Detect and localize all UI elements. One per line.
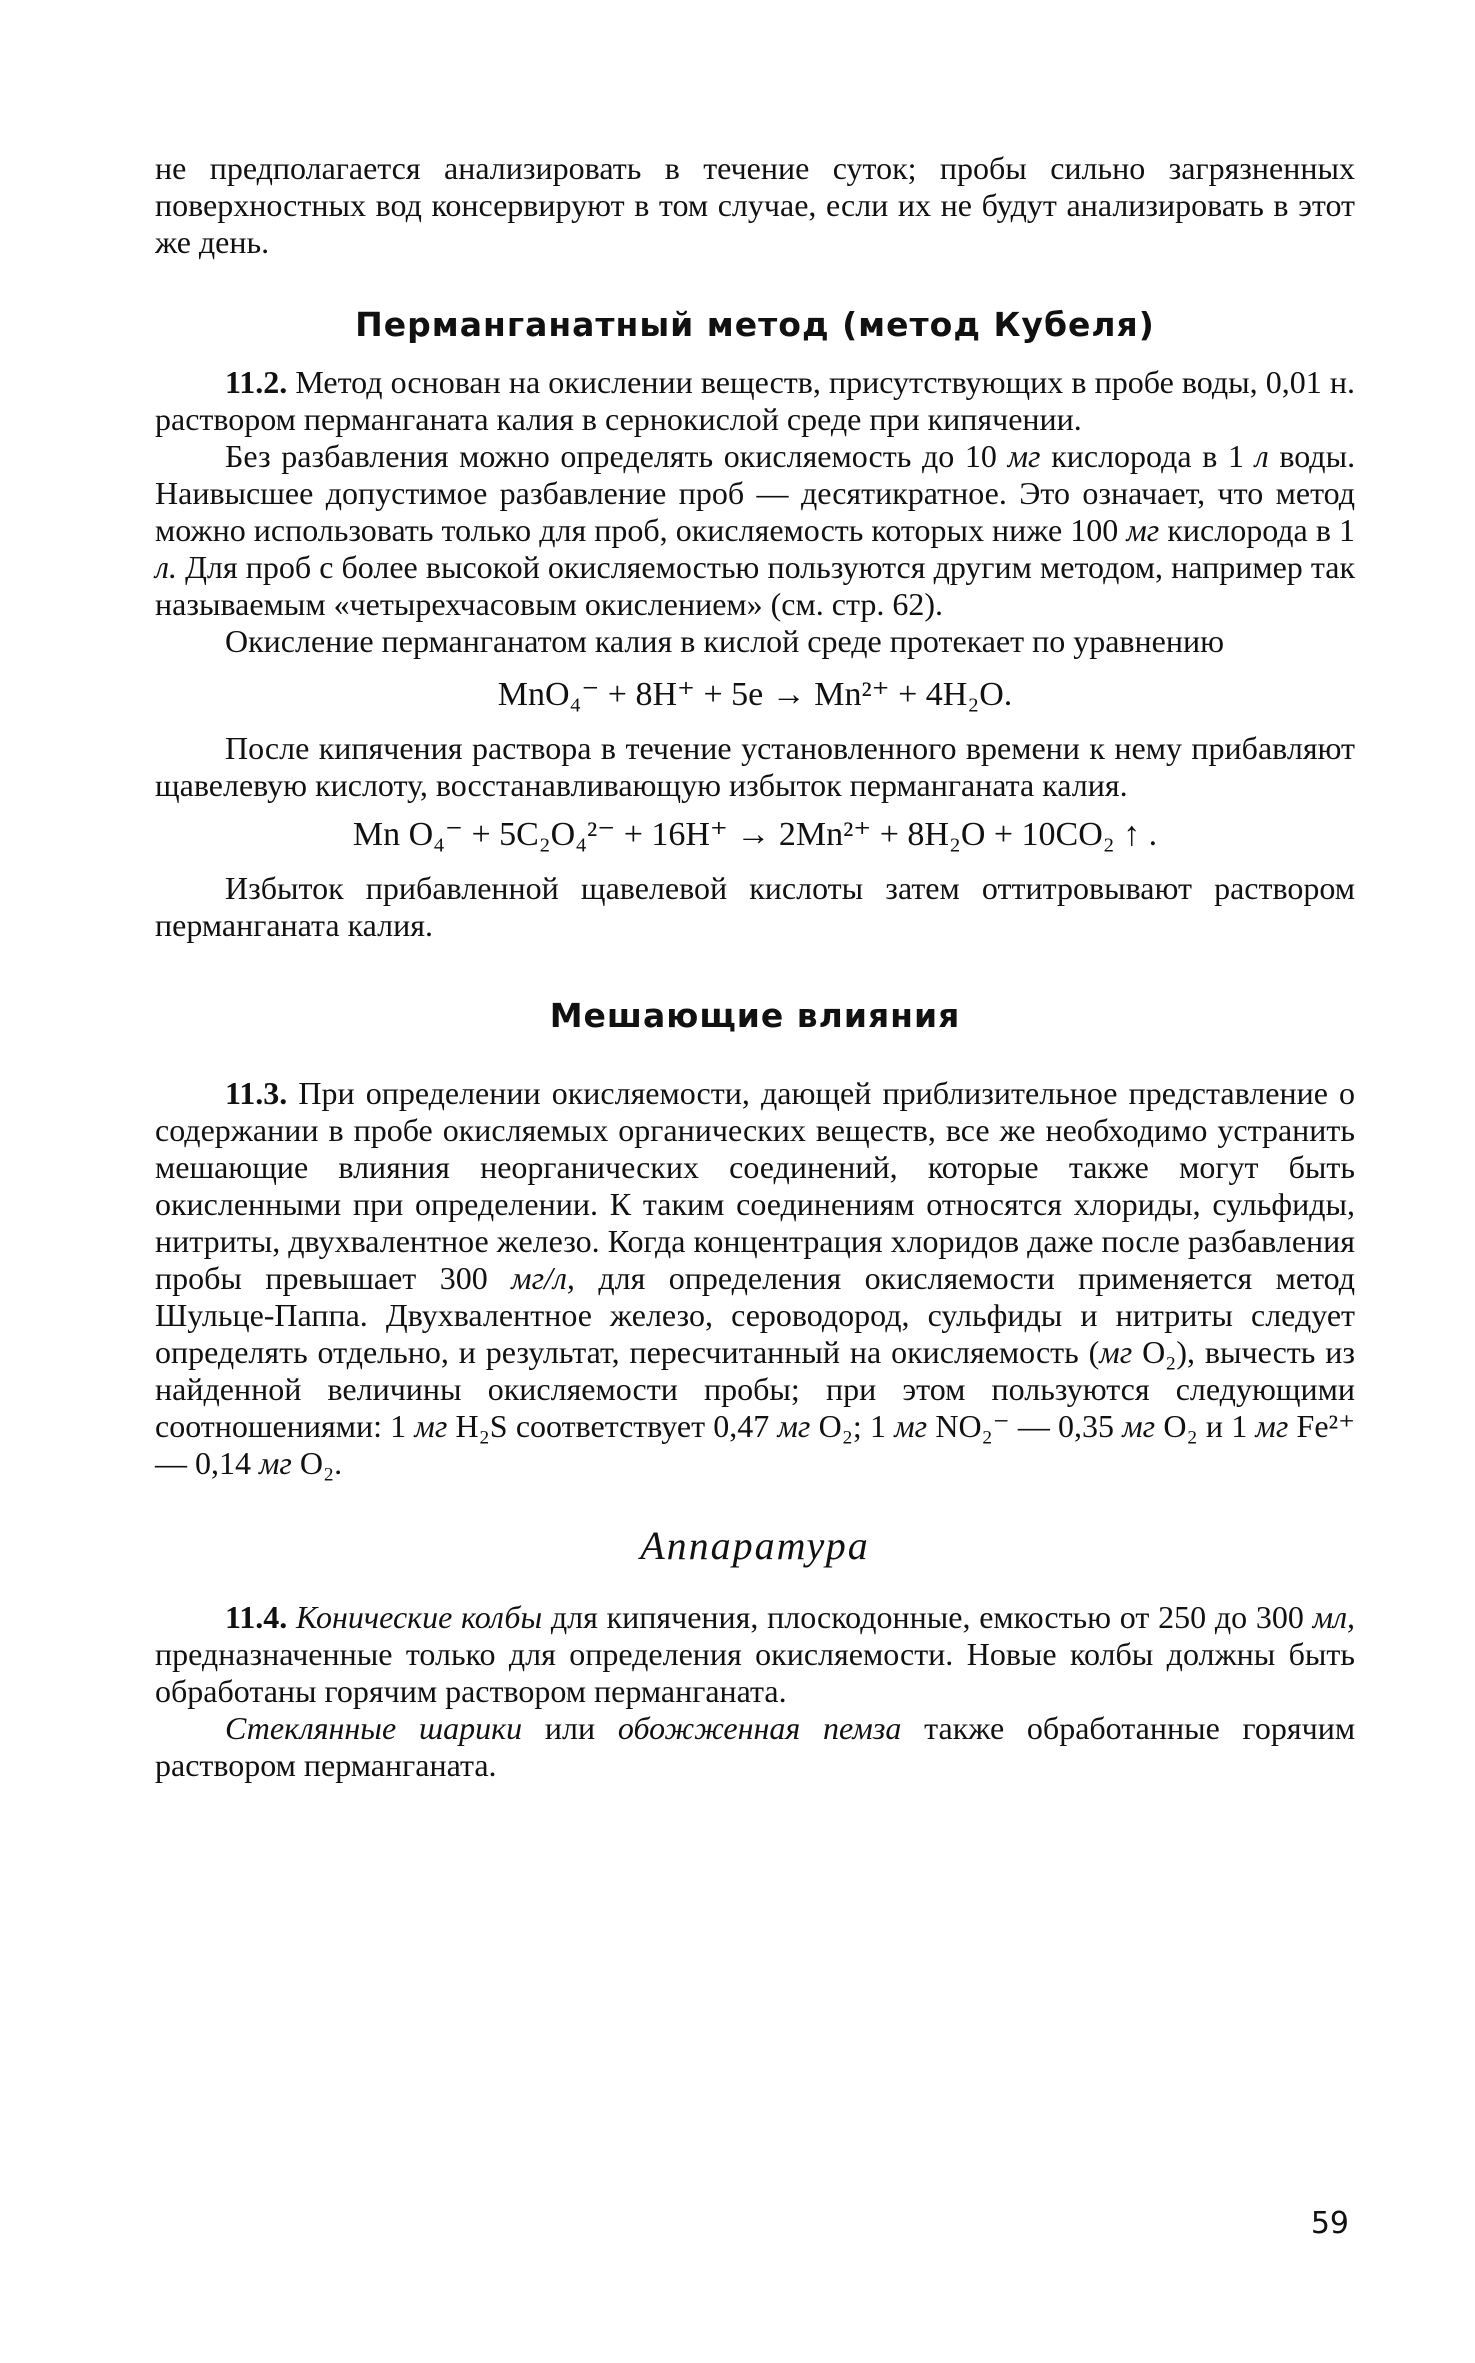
text-run: для определения окисляемости применяется метод Шульце-Паппа. Двухвалентное железо, сероводород, сульфиды и нитриты следует определять отдельно, и результат, пересчитанный на окисляемость ( bbox=[155, 1260, 1356, 1370]
text-run: или bbox=[544, 1710, 596, 1746]
formula: O₂ bbox=[818, 1408, 853, 1444]
formula: O₂ bbox=[1163, 1408, 1198, 1444]
paragraph-11-2 bbox=[155, 364, 1355, 438]
unit: мг bbox=[1255, 1408, 1289, 1444]
text-run: для кипячения, плоскодонные, емкостью от 250 до 300 bbox=[550, 1599, 1304, 1635]
paragraph-glass-beads bbox=[155, 1710, 1355, 1784]
page-number: 59 bbox=[1310, 2206, 1349, 2241]
formula: O₂ bbox=[1142, 1334, 1177, 1370]
text-run: кислорода в 1 bbox=[1051, 438, 1245, 474]
term: Конические колбы bbox=[295, 1599, 543, 1635]
unit: мг bbox=[777, 1408, 811, 1444]
text-run: При определении окисляемости, дающей приблизительное представление о содержании в пробе окисляемых органических веществ, все же необходимо устранить мешающие влияния неорганических соединений, которые также могут быть окисленными при определении. К таким соединениям относятся хлориды, сульфиды, нитриты, двухвалентное железо. Когда концентрация хлоридов даже после разбавления пробы превышает 300 bbox=[155, 1075, 1355, 1296]
unit: мг bbox=[1007, 438, 1041, 474]
unit: мг bbox=[1122, 1408, 1156, 1444]
formula: NO₂⁻ bbox=[935, 1408, 1010, 1444]
text-run: . bbox=[334, 1445, 343, 1481]
paragraph-number: 11.2. bbox=[225, 364, 288, 400]
unit: мг bbox=[894, 1408, 928, 1444]
paragraph-number: 11.3. bbox=[225, 1075, 288, 1111]
text-run: воды. Наивысшее допустимое разбавление проб — десятикратное. Это означает, что метод можно использовать только для проб, окисляемость которых ниже 100 bbox=[155, 438, 1356, 548]
text-run: соответствует 0,47 bbox=[515, 1408, 770, 1444]
unit: л. bbox=[155, 549, 177, 585]
text-run: предназначенные только для определения окисляемости. Новые колбы должны быть обработаны горячим раствором перманганата. bbox=[155, 1636, 1355, 1709]
paragraph-text: Метод основан на окислении веществ, присутствующих в пробе воды, 0,01 н. раствором перманганата калия в сернокислой среде при кипячении. bbox=[155, 364, 1355, 437]
paragraph-11-3 bbox=[155, 1075, 1355, 1482]
heading-apparatus: Аппаратура bbox=[640, 1523, 870, 1568]
paragraph-dilution bbox=[155, 438, 1355, 623]
paragraph-11-4 bbox=[155, 1599, 1355, 1710]
paragraph-equation-intro: Окисление перманганатом калия в кислой среде протекает по уравнению bbox=[225, 623, 1225, 659]
heading-permanganate-method: Перманганатный метод (метод Кубеля) bbox=[355, 305, 1155, 344]
formula: O₂ bbox=[299, 1445, 335, 1481]
formula: Fe²⁺ bbox=[1296, 1408, 1356, 1444]
text-run: кислорода в 1 bbox=[1167, 512, 1356, 548]
paragraph-after-boiling: После кипячения раствора в течение установленного времени к нему прибавляют щавелевую кислоту, восстанавливающую избыток перманганата калия. bbox=[155, 730, 1355, 803]
text-run: и 1 bbox=[1205, 1408, 1248, 1444]
term: обожженная пемза bbox=[617, 1710, 902, 1746]
paragraph-titration: Избыток прибавленной щавелевой кислоты затем оттитровывают раствором перманганата калия. bbox=[155, 870, 1355, 943]
term: Стеклянные шарики bbox=[225, 1710, 523, 1746]
unit: мл, bbox=[1312, 1599, 1356, 1635]
text-run: Для проб с более высокой окисляемостью пользуются другим методом, например так называемым «четырехчасовым окислением» (см. стр. 62). bbox=[155, 549, 1355, 622]
paragraph-number: 11.4. bbox=[225, 1599, 288, 1635]
text-run: Без разбавления можно определять окисляемость до 10 bbox=[225, 438, 997, 474]
unit: мг bbox=[259, 1445, 292, 1481]
unit: мг bbox=[414, 1408, 448, 1444]
unit: мг/л, bbox=[511, 1260, 575, 1296]
equation-1: MnO₄⁻ + 8H⁺ + 5e → Mn²⁺ + 4H₂O. bbox=[497, 676, 1013, 713]
text-run: — 0,35 bbox=[1017, 1408, 1115, 1444]
text-run: ; 1 bbox=[852, 1408, 886, 1444]
unit: л bbox=[1254, 438, 1269, 474]
equation-2: Mn O₄⁻ + 5C₂O₄²⁻ + 16H⁺ → 2Mn²⁺ + 8H₂O + 10CO₂ ↑ . bbox=[352, 816, 1158, 853]
heading-interference: Мешающие влияния bbox=[549, 996, 961, 1035]
text-run: ), вычесть из найденной величины окисляемости пробы; при этом пользуются следующими соотношениями: 1 bbox=[155, 1334, 1356, 1444]
text-run: — 0,14 bbox=[155, 1445, 251, 1481]
intro-paragraph: не предполагается анализировать в течение суток; пробы сильно загрязненных поверхностных вод консервируют в том случае, если их не будут анализировать в этот же день. bbox=[155, 150, 1355, 260]
formula: H₂S bbox=[455, 1408, 508, 1444]
unit: мг bbox=[1126, 512, 1160, 548]
unit: мг bbox=[1099, 1334, 1133, 1370]
text-run: также обработанные горячим раствором перманганата. bbox=[155, 1710, 1356, 1783]
